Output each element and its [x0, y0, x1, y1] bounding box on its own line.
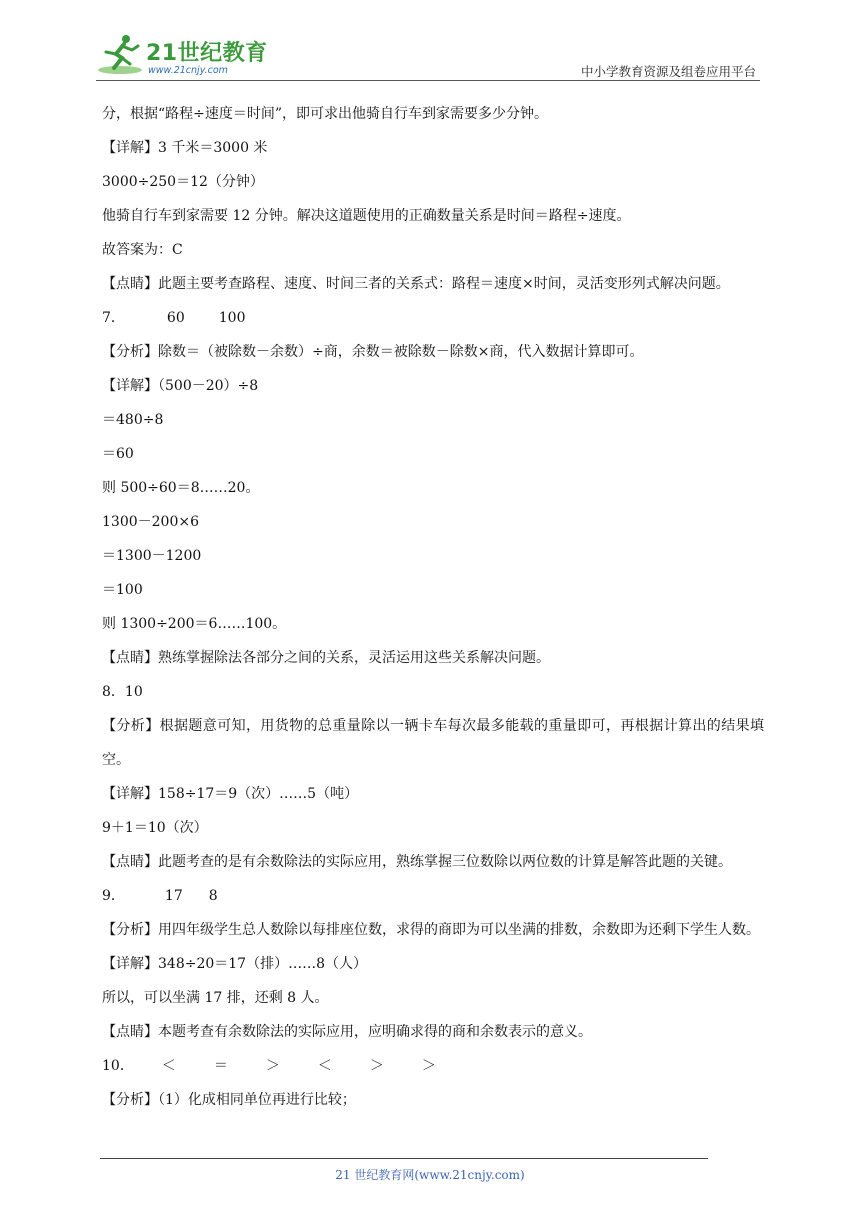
- text-line: 【分析】除数＝（被除数－余数）÷商，余数＝被除数－除数×商，代入数据计算即可。: [102, 344, 644, 360]
- text-line: 3000÷250＝12（分钟）: [102, 174, 264, 190]
- text-line: 分，根据“路程÷速度＝时间”，即可求出他骑自行车到家需要多少分钟。: [102, 106, 549, 122]
- document-body: [102, 104, 764, 1124]
- text-line: ＝100: [102, 582, 143, 598]
- text-line: 【点睛】此题主要考查路程、速度、时间三者的关系式：路程＝速度×时间，灵活变形列式解决问题。: [102, 276, 730, 292]
- site-title: 中小学教育资源及组卷应用平台: [580, 64, 756, 79]
- text-line: 【详解】158÷17＝9（次）……5（吨）: [102, 786, 359, 802]
- text-line: 【详解】348÷20＝17（排）……8（人）: [102, 956, 367, 972]
- footer-divider: [100, 1158, 708, 1159]
- runner-logo-icon: [96, 32, 144, 78]
- question-number: 9．: [102, 888, 125, 904]
- question-number: 10．: [102, 1058, 134, 1074]
- text-line: 【详解】3 千米＝3000 米: [102, 140, 268, 156]
- answer-blank: ＜: [161, 1058, 176, 1074]
- answer-blank: ＝: [213, 1058, 228, 1074]
- answer-blank: ＞: [421, 1058, 436, 1074]
- page-footer: 21 世纪教育网(www.21cnjy.com): [335, 1168, 525, 1182]
- text-line: 1300－200×6: [102, 514, 199, 530]
- logo: [96, 32, 266, 82]
- text-line: 【分析】（1）化成相同单位再进行比较；: [102, 1092, 356, 1108]
- text-line: 则 500÷60＝8……20。: [102, 480, 260, 496]
- question-8-answer: 8．10: [102, 684, 143, 700]
- question-10-answer: [102, 1056, 764, 1076]
- text-line: 【点睛】熟练掌握除法各部分之间的关系，灵活运用这些关系解决问题。: [102, 650, 550, 666]
- text-line: 故答案为：C: [102, 242, 183, 258]
- text-line: 【分析】用四年级学生总人数除以每排座位数，求得的商即为可以坐满的排数，余数即为还剩下学生人数。: [102, 922, 760, 938]
- text-line: ＝1300－1200: [102, 548, 202, 564]
- logo-title: 21世纪教育: [146, 41, 268, 66]
- text-line: 【点睛】此题考查的是有余数除法的实际应用，熟练掌握三位数除以两位数的计算是解答此题的关键。: [102, 854, 732, 870]
- answer-blank: ＜: [317, 1058, 332, 1074]
- page-header: [0, 0, 860, 90]
- answer-blank: ＞: [369, 1058, 384, 1074]
- logo-url: www.21cnjy.com: [148, 65, 228, 76]
- text-line: 【详解】（500－20）÷8: [102, 378, 259, 394]
- text-line: 则 1300÷200＝6……100。: [102, 616, 287, 632]
- answer-blank: 8: [208, 888, 218, 904]
- question-number: 7．: [102, 310, 125, 326]
- text-line: ＝480÷8: [102, 412, 164, 428]
- header-divider: [96, 80, 760, 81]
- answer-blank: ＞: [265, 1058, 280, 1074]
- text-line: 【分析】根据题意可知，用货物的总重量除以一辆卡车每次最多能载的重量即可，再根据计算出的结果填空。: [102, 718, 764, 768]
- answer-blank: 17: [164, 888, 183, 904]
- text-line: 9＋1＝10（次）: [102, 820, 208, 836]
- question-9-answer: [102, 886, 764, 906]
- text-line: 他骑自行车到家需要 12 分钟。解决这道题使用的正确数量关系是时间＝路程÷速度。: [102, 208, 631, 224]
- answer-blank: 100: [218, 310, 246, 326]
- text-line: 所以，可以坐满 17 排，还剩 8 人。: [102, 990, 329, 1006]
- answer-blank: 60: [166, 310, 185, 326]
- text-line: ＝60: [102, 446, 134, 462]
- question-7-answer: [102, 308, 764, 328]
- text-line: 【点睛】本题考查有余数除法的实际应用，应明确求得的商和余数表示的意义。: [102, 1024, 592, 1040]
